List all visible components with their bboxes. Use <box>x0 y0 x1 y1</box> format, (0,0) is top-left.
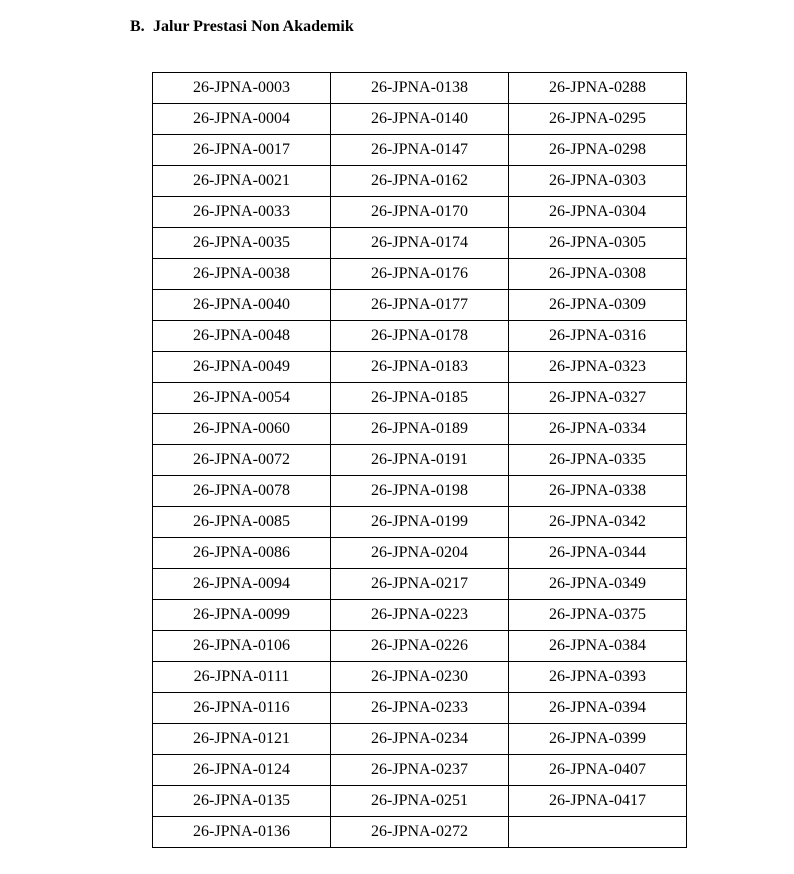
table-cell: 26-JPNA-0217 <box>331 569 509 600</box>
table-cell: 26-JPNA-0384 <box>509 631 687 662</box>
table-cell: 26-JPNA-0094 <box>153 569 331 600</box>
table-cell: 26-JPNA-0111 <box>153 662 331 693</box>
table-row <box>153 414 687 445</box>
table-cell: 26-JPNA-0407 <box>509 755 687 786</box>
table-row <box>153 569 687 600</box>
table-cell: 26-JPNA-0233 <box>331 693 509 724</box>
table-row <box>153 73 687 104</box>
table-cell: 26-JPNA-0191 <box>331 445 509 476</box>
table-row <box>153 817 687 848</box>
table-row <box>153 290 687 321</box>
table-cell: 26-JPNA-0049 <box>153 352 331 383</box>
table-cell: 26-JPNA-0086 <box>153 538 331 569</box>
table-row <box>153 600 687 631</box>
table-cell: 26-JPNA-0394 <box>509 693 687 724</box>
table-cell: 26-JPNA-0342 <box>509 507 687 538</box>
table-cell: 26-JPNA-0309 <box>509 290 687 321</box>
table-cell: 26-JPNA-0060 <box>153 414 331 445</box>
table-row <box>153 538 687 569</box>
table-cell: 26-JPNA-0304 <box>509 197 687 228</box>
table-cell: 26-JPNA-0344 <box>509 538 687 569</box>
table-cell: 26-JPNA-0189 <box>331 414 509 445</box>
table-cell: 26-JPNA-0140 <box>331 104 509 135</box>
table-row <box>153 476 687 507</box>
table-cell: 26-JPNA-0116 <box>153 693 331 724</box>
table-cell: 26-JPNA-0177 <box>331 290 509 321</box>
table-cell: 26-JPNA-0298 <box>509 135 687 166</box>
table-row <box>153 786 687 817</box>
table-row <box>153 321 687 352</box>
table-cell: 26-JPNA-0272 <box>331 817 509 848</box>
table-row <box>153 228 687 259</box>
table-row <box>153 197 687 228</box>
table-cell: 26-JPNA-0327 <box>509 383 687 414</box>
table-row <box>153 507 687 538</box>
table-row <box>153 104 687 135</box>
table-cell: 26-JPNA-0174 <box>331 228 509 259</box>
table-cell: 26-JPNA-0176 <box>331 259 509 290</box>
table-row <box>153 352 687 383</box>
table-cell: 26-JPNA-0349 <box>509 569 687 600</box>
table-cell: 26-JPNA-0048 <box>153 321 331 352</box>
table-cell: 26-JPNA-0021 <box>153 166 331 197</box>
table-row <box>153 631 687 662</box>
table-cell: 26-JPNA-0308 <box>509 259 687 290</box>
table-cell: 26-JPNA-0288 <box>509 73 687 104</box>
table-cell: 26-JPNA-0204 <box>331 538 509 569</box>
table-cell: 26-JPNA-0305 <box>509 228 687 259</box>
table-cell: 26-JPNA-0085 <box>153 507 331 538</box>
table-row <box>153 755 687 786</box>
table-cell: 26-JPNA-0017 <box>153 135 331 166</box>
table-cell: 26-JPNA-0316 <box>509 321 687 352</box>
table-cell: 26-JPNA-0251 <box>331 786 509 817</box>
table-cell: 26-JPNA-0147 <box>331 135 509 166</box>
table-row <box>153 259 687 290</box>
table-cell: 26-JPNA-0138 <box>331 73 509 104</box>
table-cell: 26-JPNA-0338 <box>509 476 687 507</box>
table-row <box>153 693 687 724</box>
table-row <box>153 166 687 197</box>
table-cell: 26-JPNA-0124 <box>153 755 331 786</box>
table-cell: 26-JPNA-0334 <box>509 414 687 445</box>
table-cell: 26-JPNA-0106 <box>153 631 331 662</box>
registration-number-table <box>152 72 687 848</box>
section-letter: B. <box>130 18 145 35</box>
table-cell: 26-JPNA-0234 <box>331 724 509 755</box>
table-cell: 26-JPNA-0295 <box>509 104 687 135</box>
table-cell: 26-JPNA-0178 <box>331 321 509 352</box>
table-cell: 26-JPNA-0393 <box>509 662 687 693</box>
table-cell: 26-JPNA-0038 <box>153 259 331 290</box>
table-cell: 26-JPNA-0135 <box>153 786 331 817</box>
table-cell: 26-JPNA-0199 <box>331 507 509 538</box>
table-row <box>153 445 687 476</box>
table-cell: 26-JPNA-0121 <box>153 724 331 755</box>
table-cell: 26-JPNA-0417 <box>509 786 687 817</box>
table-cell: 26-JPNA-0183 <box>331 352 509 383</box>
section-heading <box>130 17 354 37</box>
table-cell: 26-JPNA-0226 <box>331 631 509 662</box>
table-cell: 26-JPNA-0223 <box>331 600 509 631</box>
table-cell: 26-JPNA-0078 <box>153 476 331 507</box>
section-title: Jalur Prestasi Non Akademik <box>153 18 354 35</box>
table-cell: 26-JPNA-0323 <box>509 352 687 383</box>
table-cell: 26-JPNA-0335 <box>509 445 687 476</box>
table-cell: 26-JPNA-0185 <box>331 383 509 414</box>
table-body <box>153 73 687 848</box>
table-cell: 26-JPNA-0035 <box>153 228 331 259</box>
table-row <box>153 662 687 693</box>
table-cell: 26-JPNA-0099 <box>153 600 331 631</box>
table-cell: 26-JPNA-0040 <box>153 290 331 321</box>
table-cell: 26-JPNA-0237 <box>331 755 509 786</box>
table-row <box>153 383 687 414</box>
table-cell: 26-JPNA-0198 <box>331 476 509 507</box>
table-cell: 26-JPNA-0230 <box>331 662 509 693</box>
table-cell: 26-JPNA-0136 <box>153 817 331 848</box>
table-row <box>153 724 687 755</box>
table-cell: 26-JPNA-0033 <box>153 197 331 228</box>
table-cell: 26-JPNA-0072 <box>153 445 331 476</box>
table-cell: 26-JPNA-0399 <box>509 724 687 755</box>
table-cell: 26-JPNA-0003 <box>153 73 331 104</box>
table-cell: 26-JPNA-0303 <box>509 166 687 197</box>
table-cell: 26-JPNA-0162 <box>331 166 509 197</box>
table-row <box>153 135 687 166</box>
table-cell <box>509 817 687 848</box>
table-cell: 26-JPNA-0375 <box>509 600 687 631</box>
table-cell: 26-JPNA-0170 <box>331 197 509 228</box>
table-cell: 26-JPNA-0004 <box>153 104 331 135</box>
table-cell: 26-JPNA-0054 <box>153 383 331 414</box>
